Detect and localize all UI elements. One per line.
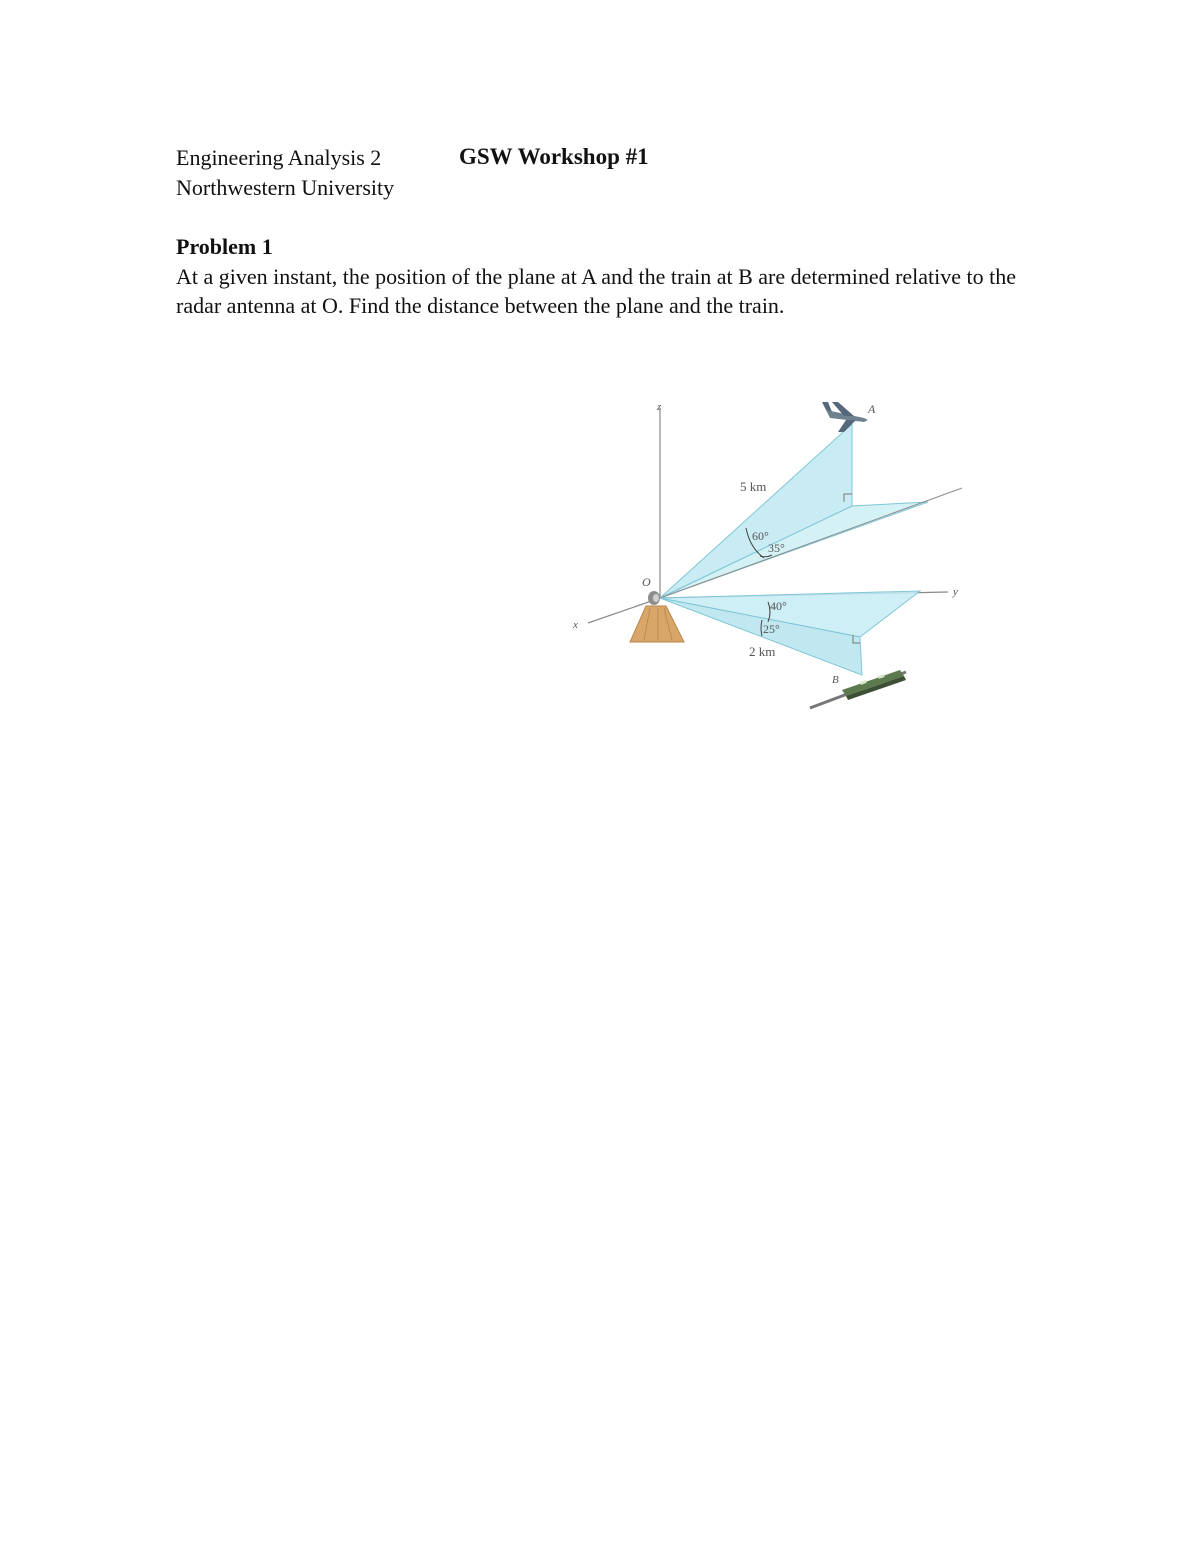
radar-figure: [560, 390, 980, 720]
distance-a-label: 5 km: [740, 479, 767, 494]
problem-statement: At a given instant, the position of the plane at A and the train at B are determined relative to the radar antenna at O. Find the distance between the plane and the train.: [176, 264, 1017, 318]
axis-y-label: y: [953, 586, 958, 598]
axis-z-label: z: [657, 401, 662, 413]
angle-a-elevation-label: 60°: [752, 529, 769, 543]
origin-label: O: [642, 575, 651, 589]
workshop-title: GSW Workshop #1: [459, 144, 649, 169]
plane-a-vertical-triangle: [660, 424, 852, 598]
angle-b-depression-label: 25°: [763, 622, 780, 636]
point-b-label: B: [832, 674, 839, 686]
radar-diagram: [560, 390, 980, 720]
axis-x-label: x: [573, 619, 578, 631]
course-name: Engineering Analysis 2: [176, 145, 382, 170]
distance-b-label: 2 km: [749, 644, 776, 659]
university-name: Northwestern University: [176, 175, 395, 200]
airplane-icon: [822, 402, 868, 432]
angle-b-azimuth-label: 40°: [770, 599, 787, 613]
angle-a-azimuth-label: 35°: [768, 541, 785, 555]
point-a-label: A: [868, 402, 876, 416]
train-icon: [810, 670, 906, 708]
problem-heading: Problem 1: [176, 234, 273, 259]
